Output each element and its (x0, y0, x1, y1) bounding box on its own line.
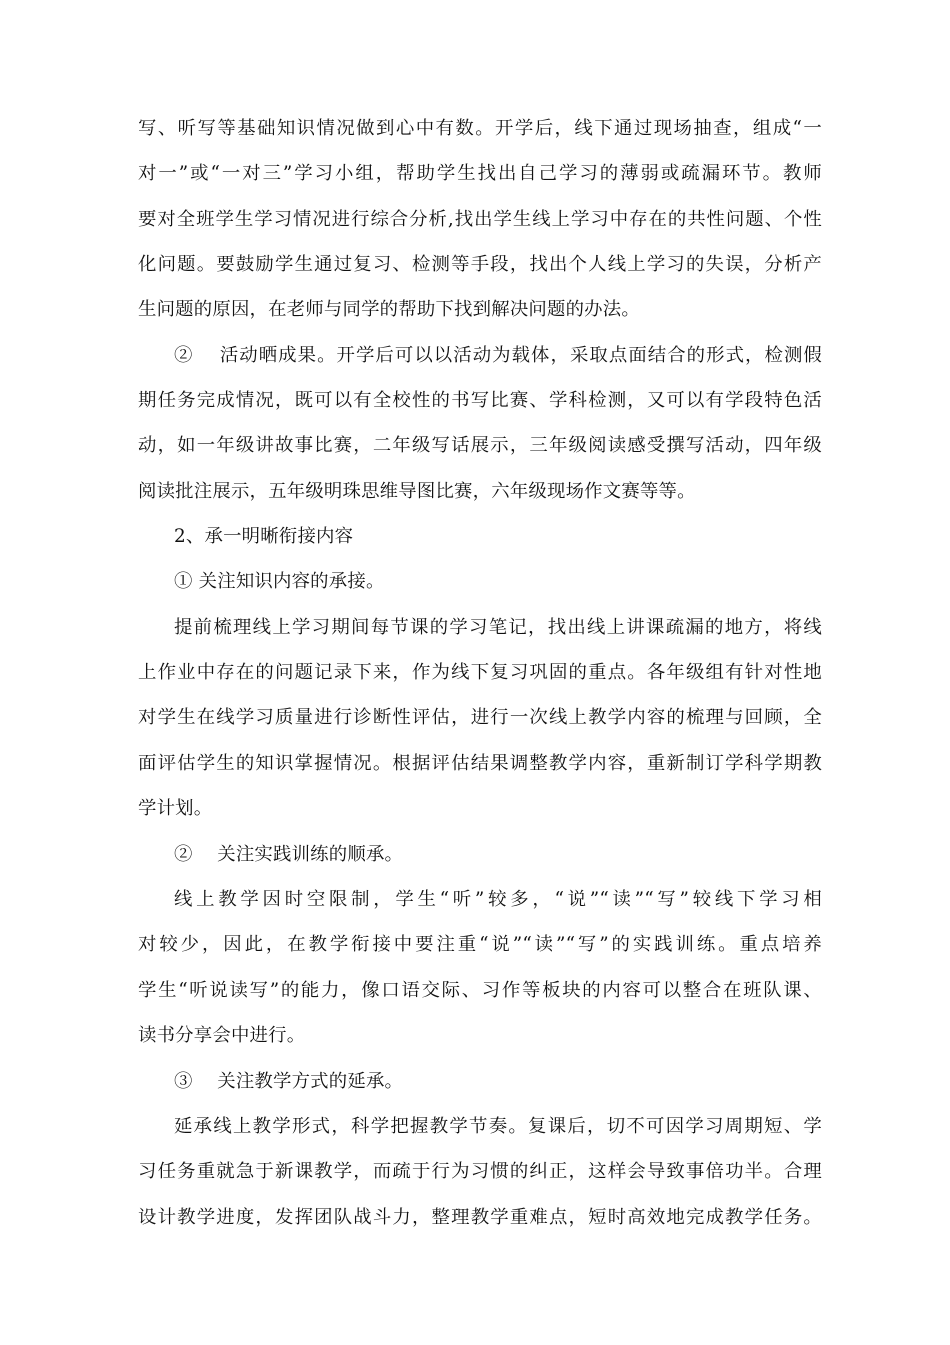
text-line: 面评估学生的知识掌握情况。根据评估结果调整教学内容，重新制订学科学期教 (138, 753, 822, 774)
heading-text: ③ 关注教学方式的延承。 (174, 1071, 404, 1092)
text-line: 阅读批注展示，五年级明珠思维导图比赛，六年级现场作文赛等等。 (138, 481, 696, 502)
text-line: 化问题。要鼓励学生通过复习、检测等手段，找出个人线上学习的失误，分析产 (138, 254, 822, 275)
text-line: 延承线上教学形式，科学把握教学节奏。复课后，切不可因学习周期短、学 (174, 1116, 822, 1137)
text-line: ② 活动晒成果。开学后可以以活动为载体，采取点面结合的形式，检测假 (174, 345, 822, 366)
text-line: 设计教学进度，发挥团队战斗力，整理教学重难点，短时高效地完成教学任务。 (138, 1207, 822, 1228)
text-line: 动，如一年级讲故事比赛，二年级写话展示，三年级阅读感受撰写活动，四年级 (138, 435, 822, 456)
text-line: 期任务完成情况，既可以有全校性的书写比赛、学科检测，又可以有学段特色活 (138, 390, 822, 411)
text-line: 对一”或“一对三”学习小组，帮助学生找出自己学习的薄弱或疏漏环节。教师 (138, 163, 822, 184)
text-line: 生问题的原因，在老师与同学的帮助下找到解决问题的办法。 (138, 299, 640, 320)
heading-text: ① 关注知识内容的承接。 (174, 571, 385, 592)
text-line: 对学生在线学习质量进行诊断性评估，进行一次线上教学内容的梳理与回顾，全 (138, 707, 822, 728)
text-line: 线上教学因时空限制，学生“听”较多，“说”“读”“写”较线下学习相 (174, 889, 822, 910)
text-line: 上作业中存在的问题记录下来，作为线下复习巩固的重点。各年级组有针对性地 (138, 662, 822, 683)
text-line: 要对全班学生学习情况进行综合分析,找出学生线上学习中存在的共性问题、个性 (138, 209, 822, 230)
text-line: 提前梳理线上学习期间每节课的学习笔记，找出线上讲课疏漏的地方，将线 (174, 617, 822, 638)
heading-text: 2、承一明晰衔接内容 (174, 526, 354, 547)
heading-text: ② 关注实践训练的顺承。 (174, 844, 404, 865)
text-line: 对较少，因此，在教学衔接中要注重“说”“读”“写”的实践训练。重点培养 (138, 934, 822, 955)
text-line: 写、听写等基础知识情况做到心中有数。开学后，线下通过现场抽查，组成“一 (138, 118, 822, 139)
text-line: 习任务重就急于新课教学，而疏于行为习惯的纠正，这样会导致事倍功半。合理 (138, 1161, 822, 1182)
text-line: 学生“听说读写”的能力，像口语交际、习作等板块的内容可以整合在班队课、 (138, 980, 822, 1001)
text-line: 读书分享会中进行。 (138, 1025, 306, 1046)
text-line: 学计划。 (138, 798, 213, 819)
